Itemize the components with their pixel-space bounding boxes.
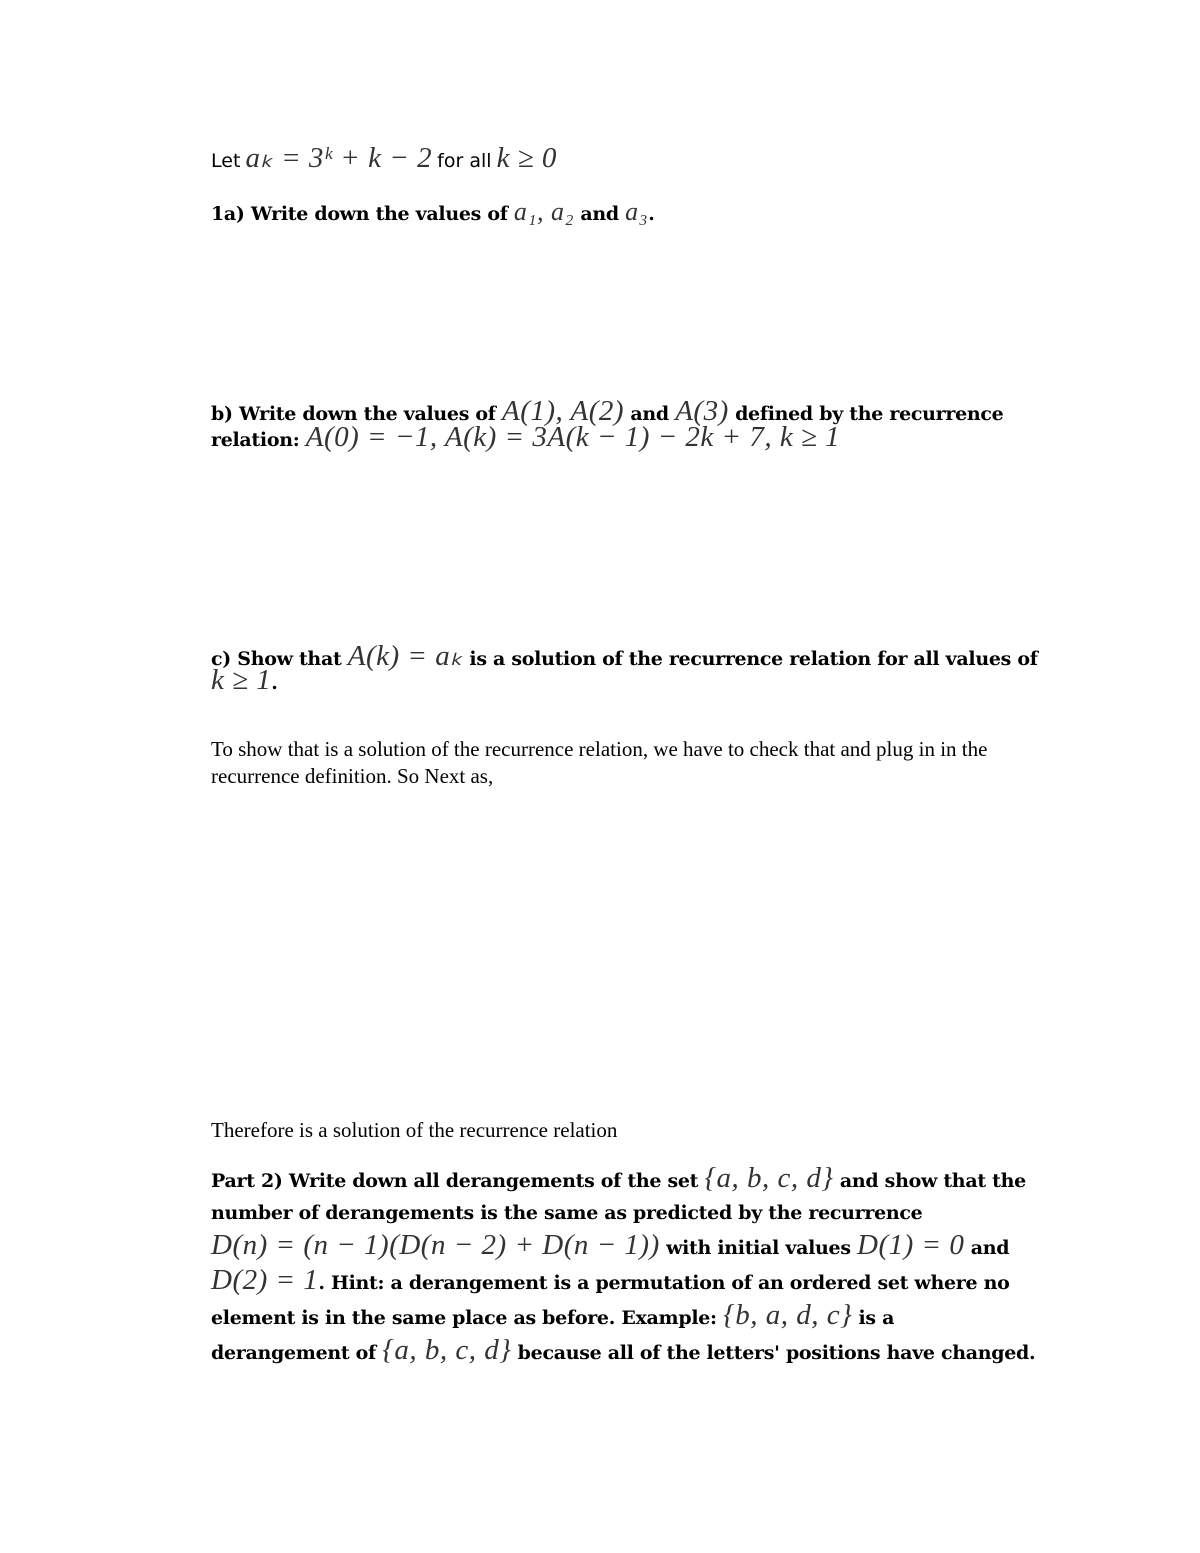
part-2-text1: Part 2) Write down all derangements of the set [211, 1170, 699, 1192]
question-1a [211, 198, 1041, 228]
sequence-formula: aₖ = 3ᵏ + k − 2 [245, 142, 433, 174]
part-2 [211, 1162, 1036, 1369]
part-2-text3: with initial values [666, 1237, 851, 1259]
intro-condition: k ≥ 0 [496, 142, 557, 174]
question-1a-terms: a₁, a₂ [513, 197, 574, 226]
part-2-example: {b, a, d, c} [723, 1299, 853, 1331]
part-2-recurrence: D(n) = (n − 1)(D(n − 2) + D(n − 1)) [211, 1229, 660, 1261]
intro-let: Let [211, 150, 241, 172]
question-1c-text: c) Show that [211, 648, 342, 670]
question-1a-end: . [648, 203, 655, 225]
question-1a-last-term: a₃ [625, 197, 649, 226]
question-1b-relation-label: relation: [211, 429, 300, 451]
question-1a-and: and [580, 203, 619, 225]
conclusion-text: Therefore is a solution of the recurrence relation [211, 1118, 618, 1142]
question-1c [211, 640, 1041, 697]
question-1b-text2: defined by the recurrence [735, 403, 1004, 425]
part-2-text5: is a derangement of [211, 1307, 895, 1364]
part-2-text2: and show that the number of derangements is the same as predicted by the recurrence [211, 1170, 1026, 1224]
part-2-text4: . Hint: a derangement is a permutation of an ordered set where no element is in the same place as before. Example: [211, 1272, 1010, 1329]
intro-line [211, 140, 1041, 175]
part-2-init1: D(1) = 0 [857, 1229, 965, 1261]
question-1b-last-term: A(3) [675, 395, 729, 427]
part-2-set: {a, b, c, d} [704, 1162, 834, 1194]
intro-for-all: for all [437, 150, 492, 172]
part-2-init2: D(2) = 1 [211, 1264, 319, 1296]
question-1a-text: 1a) Write down the values of [211, 203, 508, 225]
question-1b-text: b) Write down the values of [211, 403, 496, 425]
part-2-text6: because all of the letters' positions have changed. [517, 1342, 1036, 1364]
question-1b-and: and [630, 403, 669, 425]
part-2-and: and [970, 1237, 1010, 1259]
question-1c-condition: k ≥ 1 [211, 664, 272, 696]
part-2-set2: {a, b, c, d} [382, 1334, 512, 1366]
question-1b [211, 395, 1041, 454]
question-1c-end: . [271, 672, 278, 694]
question-1c-formula: A(k) = aₖ [347, 640, 464, 672]
answer-c-text: To show that is a solution of the recurrence relation, we have to check that and plug in in the recurrence definition. So Next as, [211, 737, 988, 788]
question-1b-terms: A(1), A(2) [501, 395, 625, 427]
question-1c-text2: is a solution of the recurrence relation for all values of [469, 648, 1038, 670]
question-1b-recurrence: A(0) = −1, A(k) = 3A(k − 1) − 2k + 7, k ≥ 1 [305, 421, 841, 453]
